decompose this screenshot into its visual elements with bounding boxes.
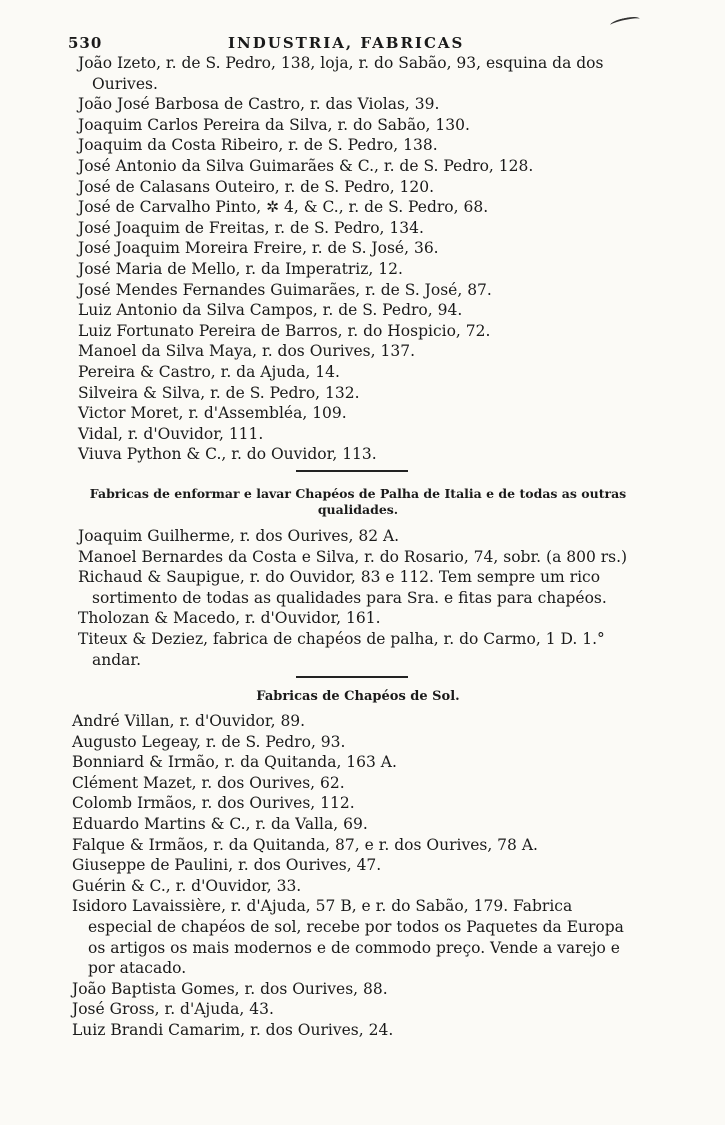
list-item: Manoel da Silva Maya, r. dos Ourives, 137. — [78, 342, 415, 361]
list-item: Luiz Brandi Camarim, r. dos Ourives, 24. — [72, 1020, 394, 1039]
list-item: Tholozan & Macedo, r. d'Ouvidor, 161. — [78, 609, 381, 628]
list-item: Titeux & Deziez, fabrica de chapéos de palha, r. do Carmo, 1 D. 1.° andar. — [78, 629, 605, 669]
list-item: Luiz Fortunato Pereira de Barros, r. do Hospicio, 72. — [78, 321, 491, 340]
list-item: André Villan, r. d'Ouvidor, 89. — [72, 712, 306, 730]
ink-mark — [609, 15, 640, 29]
list-item: Silveira & Silva, r. de S. Pedro, 132. — [78, 383, 360, 402]
section-straw-hats — [0, 526, 725, 670]
section-title-umbrellas: Fabricas de Chapéos de Sol. — [256, 689, 460, 704]
list-item: José Maria de Mello, r. da Imperatriz, 12. — [78, 259, 403, 278]
running-title: INDUSTRIA, FABRICAS — [228, 34, 465, 52]
section-hat-makers — [0, 53, 725, 465]
page-number: 530 — [68, 34, 103, 52]
list-item: João Izeto, r. de S. Pedro, 138, loja, r. do Sabão, 93, esquina da dos Ourives. — [78, 54, 604, 93]
section-divider — [296, 676, 408, 678]
list-item: Joaquim da Costa Ribeiro, r. de S. Pedro, 138. — [78, 136, 438, 155]
list-item: Manoel Bernardes da Costa e Silva, r. do Rosario, 74, sobr. (a 800 rs.) — [78, 547, 628, 566]
list-item: Pereira & Castro, r. da Ajuda, 14. — [78, 362, 340, 381]
list-item: Eduardo Martins & C., r. da Valla, 69. — [72, 814, 368, 833]
list-item: José Joaquim Moreira Freire, r. de S. José, 36. — [78, 239, 439, 258]
list-item: Falque & Irmãos, r. da Quitanda, 87, e r. dos Ourives, 78 A. — [72, 835, 538, 854]
list-item: João Baptista Gomes, r. dos Ourives, 88. — [72, 979, 388, 998]
list-item: José Joaquim de Freitas, r. de S. Pedro, 134. — [78, 218, 424, 237]
list-item: Joaquim Carlos Pereira da Silva, r. do Sabão, 130. — [78, 115, 470, 134]
list-item: João José Barbosa de Castro, r. das Violas, 39. — [78, 95, 440, 114]
list-item: Augusto Legeay, r. de S. Pedro, 93. — [72, 732, 346, 751]
list-item: Joaquim Guilherme, r. dos Ourives, 82 A. — [78, 527, 400, 545]
list-item: Richaud & Saupigue, r. do Ouvidor, 83 e 112. Tem sempre um rico sortimento de todas as qualidades para Sra. e fitas para chapéos. — [78, 568, 607, 607]
list-item: Viuva Python & C., r. do Ouvidor, 113. — [78, 445, 377, 464]
list-item: José de Carvalho Pinto, ✲ 4, & C., r. de S. Pedro, 68. — [78, 198, 489, 217]
list-item: Clément Mazet, r. dos Ourives, 62. — [72, 773, 345, 792]
list-item: José Gross, r. d'Ajuda, 43. — [72, 1000, 274, 1019]
list-item: Victor Moret, r. d'Assembléa, 109. — [78, 404, 347, 423]
list-item: José Mendes Fernandes Guimarães, r. de S. José, 87. — [78, 280, 492, 299]
list-item: Luiz Antonio da Silva Campos, r. de S. Pedro, 94. — [78, 301, 463, 320]
list-item: Guérin & C., r. d'Ouvidor, 33. — [72, 876, 302, 895]
section-umbrellas — [0, 711, 725, 1041]
list-item: José Antonio da Silva Guimarães & C., r. de S. Pedro, 128. — [78, 156, 534, 175]
section-divider — [296, 470, 408, 472]
list-item: Bonniard & Irmão, r. da Quitanda, 163 A. — [72, 753, 397, 772]
section-title-straw-hats: Fabricas de enformar e lavar Chapéos de Palha de Italia e de todas as outras qualidades. — [89, 486, 627, 517]
list-item: José de Calasans Outeiro, r. de S. Pedro, 120. — [78, 177, 435, 196]
list-item: Vidal, r. d'Ouvidor, 111. — [78, 424, 264, 443]
list-item: Colomb Irmãos, r. dos Ourives, 112. — [72, 794, 355, 813]
list-item: Isidoro Lavaissière, r. d'Ajuda, 57 B, e r. do Sabão, 179. Fabrica especial de chapéos de sol, recebe por todos os Paquetes da Europa os artigos os mais modernos e de commodo preço. Vende a varejo e por atacado. — [72, 897, 624, 978]
list-item: Giuseppe de Paulini, r. dos Ourives, 47. — [72, 856, 382, 875]
